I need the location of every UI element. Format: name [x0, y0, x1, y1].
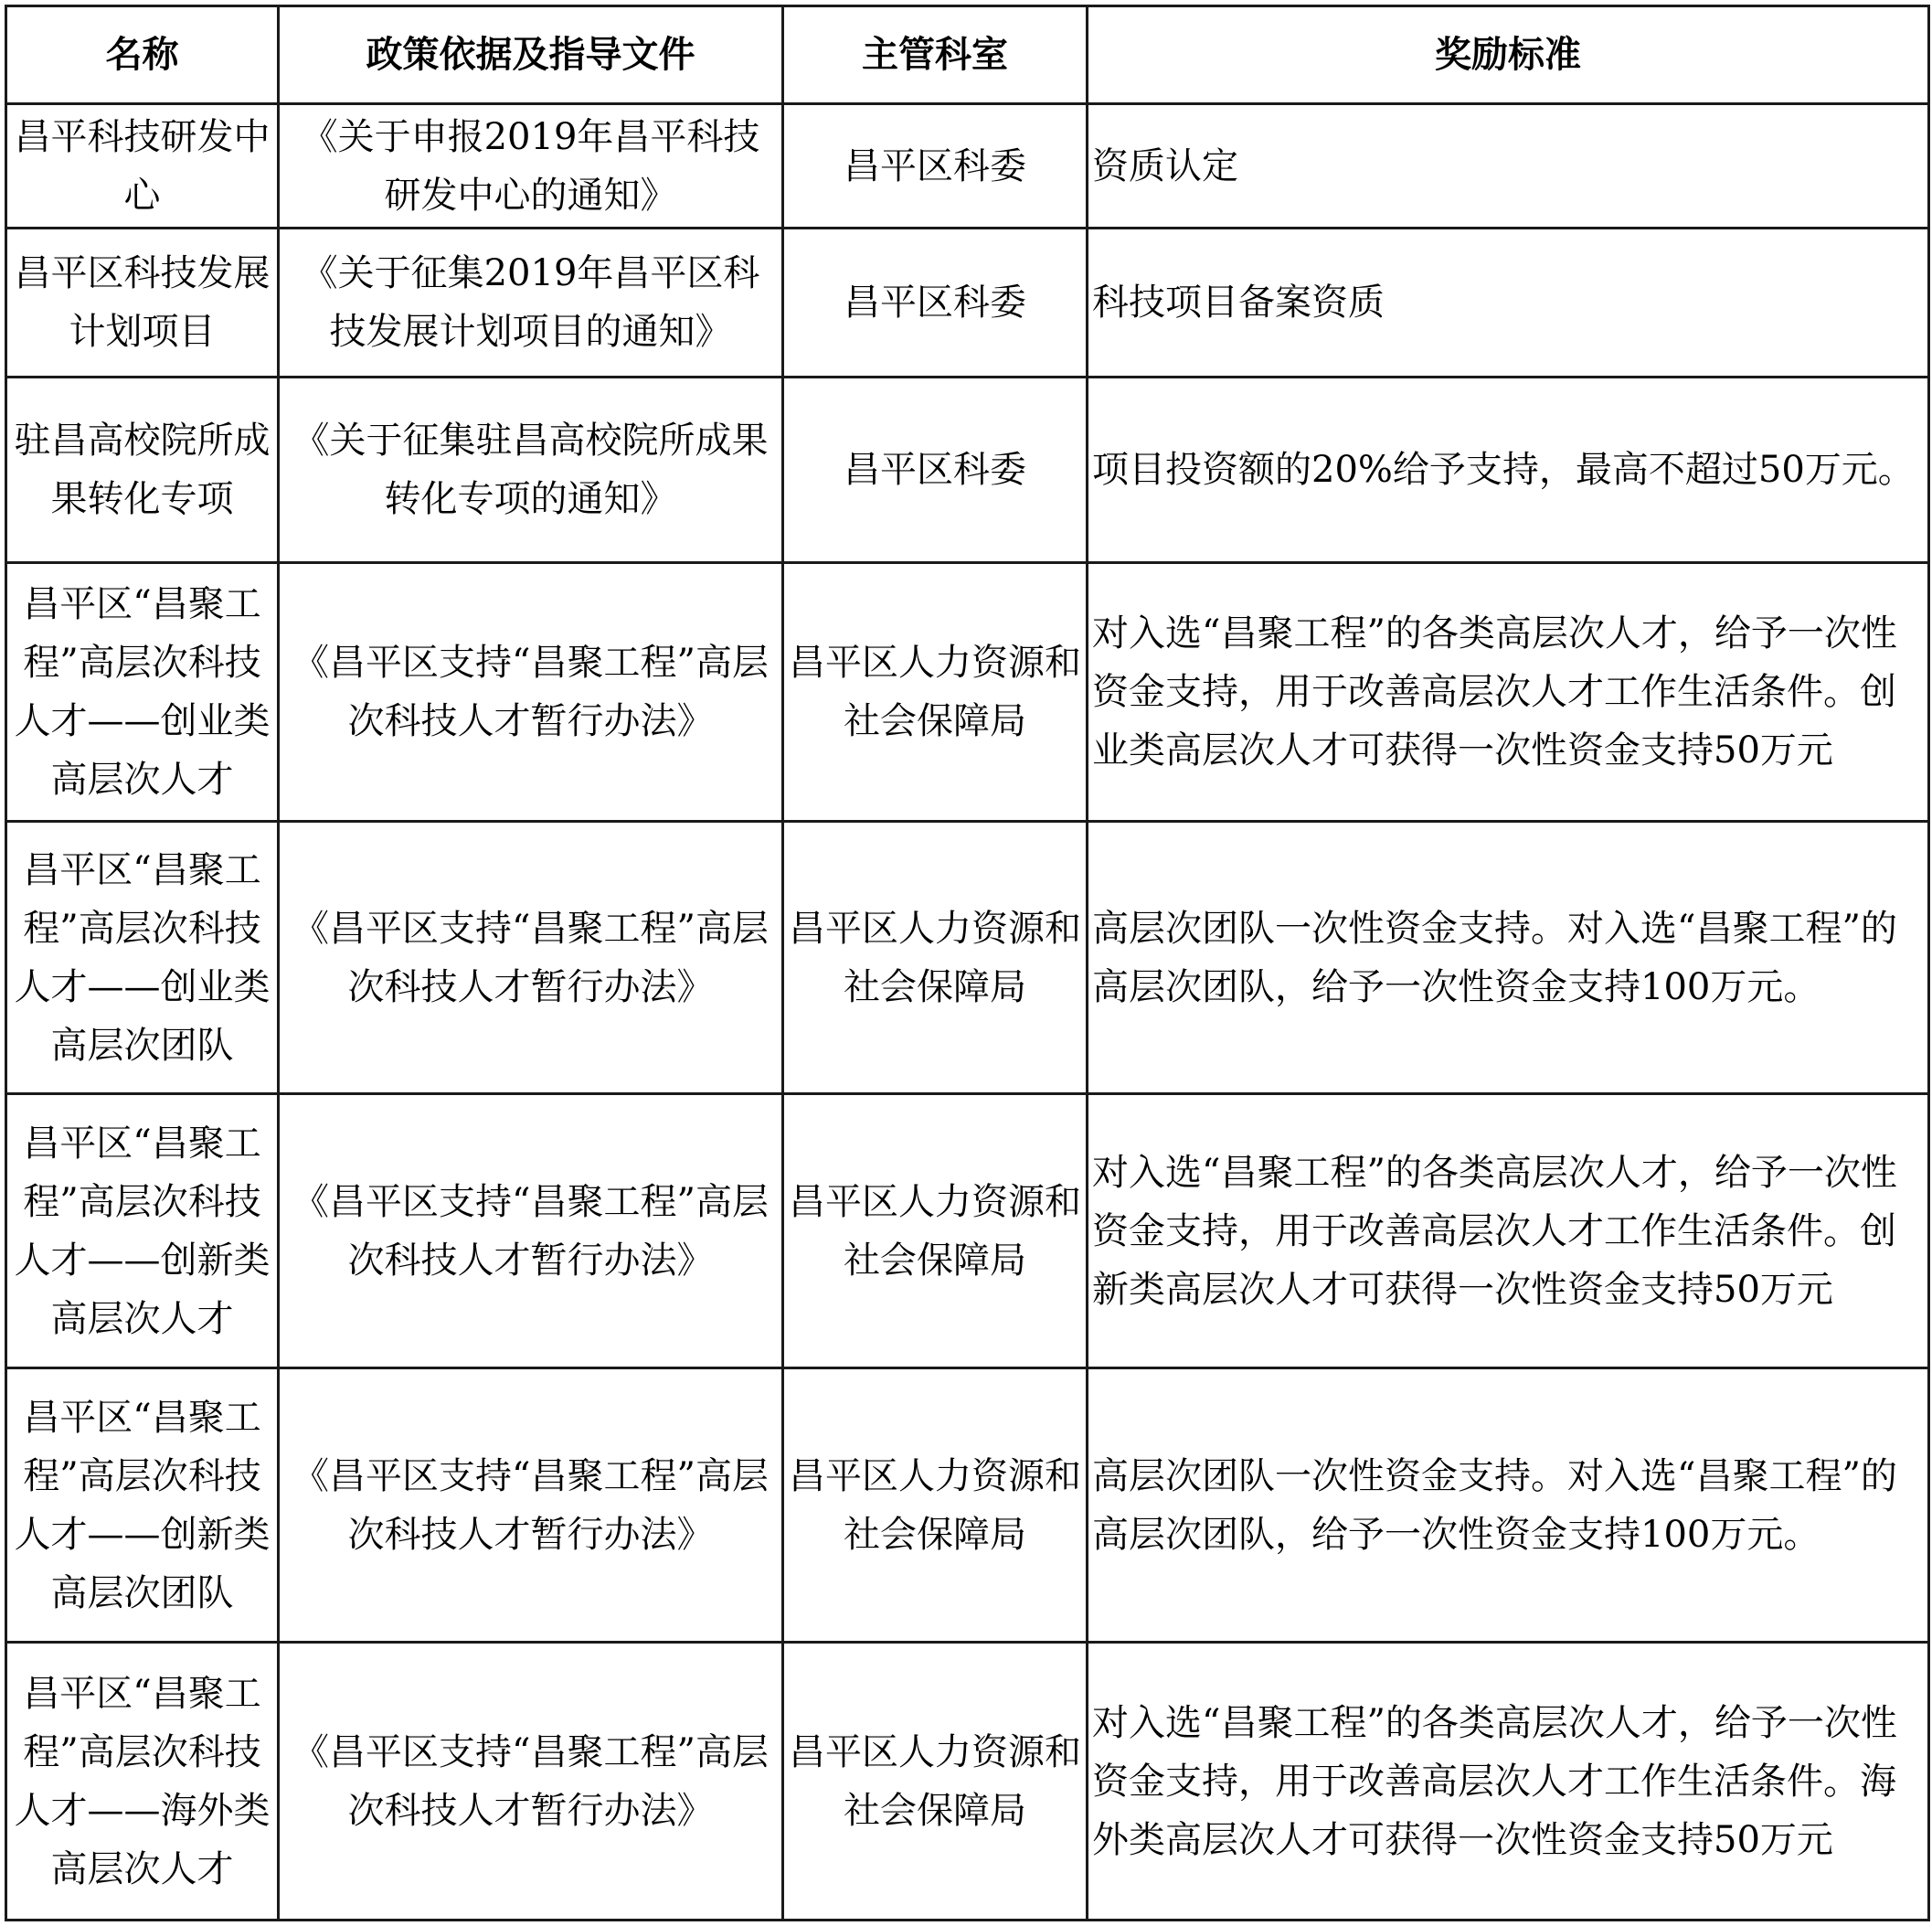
cell-document: 《关于征集2019年昌平区科技发展计划项目的通知》	[279, 229, 783, 378]
cell-name: 昌平区“昌聚工程”高层次科技人才——海外类高层次人才	[6, 1643, 279, 1921]
cell-reward: 对入选“昌聚工程”的各类高层次人才，给予一次性资金支持，用于改善高层次人才工作生活条件。创新类高层次人才可获得一次性资金支持50万元	[1088, 1094, 1929, 1368]
table-row	[6, 1094, 1929, 1368]
table-row	[6, 822, 1929, 1094]
cell-department: 昌平区人力资源和社会保障局	[783, 1368, 1088, 1643]
header-reward: 奖励标准	[1088, 6, 1929, 104]
cell-document: 《昌平区支持“昌聚工程”高层次科技人才暂行办法》	[279, 563, 783, 822]
cell-reward: 高层次团队一次性资金支持。对入选“昌聚工程”的高层次团队，给予一次性资金支持100万元。	[1088, 822, 1929, 1094]
table-row	[6, 378, 1929, 563]
cell-name: 昌平区“昌聚工程”高层次科技人才——创新类高层次团队	[6, 1368, 279, 1643]
cell-document: 《昌平区支持“昌聚工程”高层次科技人才暂行办法》	[279, 1643, 783, 1921]
table-row	[6, 104, 1929, 229]
cell-department: 昌平区科委	[783, 378, 1088, 563]
cell-reward: 项目投资额的20%给予支持，最高不超过50万元。	[1088, 378, 1929, 563]
cell-department: 昌平区科委	[783, 104, 1088, 229]
cell-name: 昌平区“昌聚工程”高层次科技人才——创新类高层次人才	[6, 1094, 279, 1368]
table-row	[6, 229, 1929, 378]
cell-reward: 对入选“昌聚工程”的各类高层次人才，给予一次性资金支持，用于改善高层次人才工作生活条件。创业类高层次人才可获得一次性资金支持50万元	[1088, 563, 1929, 822]
cell-department: 昌平区人力资源和社会保障局	[783, 1094, 1088, 1368]
cell-reward: 科技项目备案资质	[1088, 229, 1929, 378]
cell-document: 《昌平区支持“昌聚工程”高层次科技人才暂行办法》	[279, 822, 783, 1094]
cell-department: 昌平区人力资源和社会保障局	[783, 1643, 1088, 1921]
header-document: 政策依据及指导文件	[279, 6, 783, 104]
cell-department: 昌平区人力资源和社会保障局	[783, 563, 1088, 822]
cell-reward: 对入选“昌聚工程”的各类高层次人才，给予一次性资金支持，用于改善高层次人才工作生活条件。海外类高层次人才可获得一次性资金支持50万元	[1088, 1643, 1929, 1921]
cell-name: 昌平区“昌聚工程”高层次科技人才——创业类高层次人才	[6, 563, 279, 822]
cell-department: 昌平区科委	[783, 229, 1088, 378]
cell-document: 《昌平区支持“昌聚工程”高层次科技人才暂行办法》	[279, 1094, 783, 1368]
cell-document: 《关于申报2019年昌平科技研发中心的通知》	[279, 104, 783, 229]
header-department: 主管科室	[783, 6, 1088, 104]
cell-reward: 资质认定	[1088, 104, 1929, 229]
cell-document: 《昌平区支持“昌聚工程”高层次科技人才暂行办法》	[279, 1368, 783, 1643]
table-row	[6, 1368, 1929, 1643]
cell-document: 《关于征集驻昌高校院所成果转化专项的通知》	[279, 378, 783, 563]
header-name: 名称	[6, 6, 279, 104]
cell-name: 昌平区科技发展计划项目	[6, 229, 279, 378]
table-header-row	[6, 6, 1929, 104]
cell-name: 驻昌高校院所成果转化专项	[6, 378, 279, 563]
cell-reward: 高层次团队一次性资金支持。对入选“昌聚工程”的高层次团队，给予一次性资金支持100万元。	[1088, 1368, 1929, 1643]
policy-table	[5, 5, 1930, 1921]
table-row	[6, 563, 1929, 822]
table-row	[6, 1643, 1929, 1921]
cell-department: 昌平区人力资源和社会保障局	[783, 822, 1088, 1094]
cell-name: 昌平科技研发中心	[6, 104, 279, 229]
cell-name: 昌平区“昌聚工程”高层次科技人才——创业类高层次团队	[6, 822, 279, 1094]
